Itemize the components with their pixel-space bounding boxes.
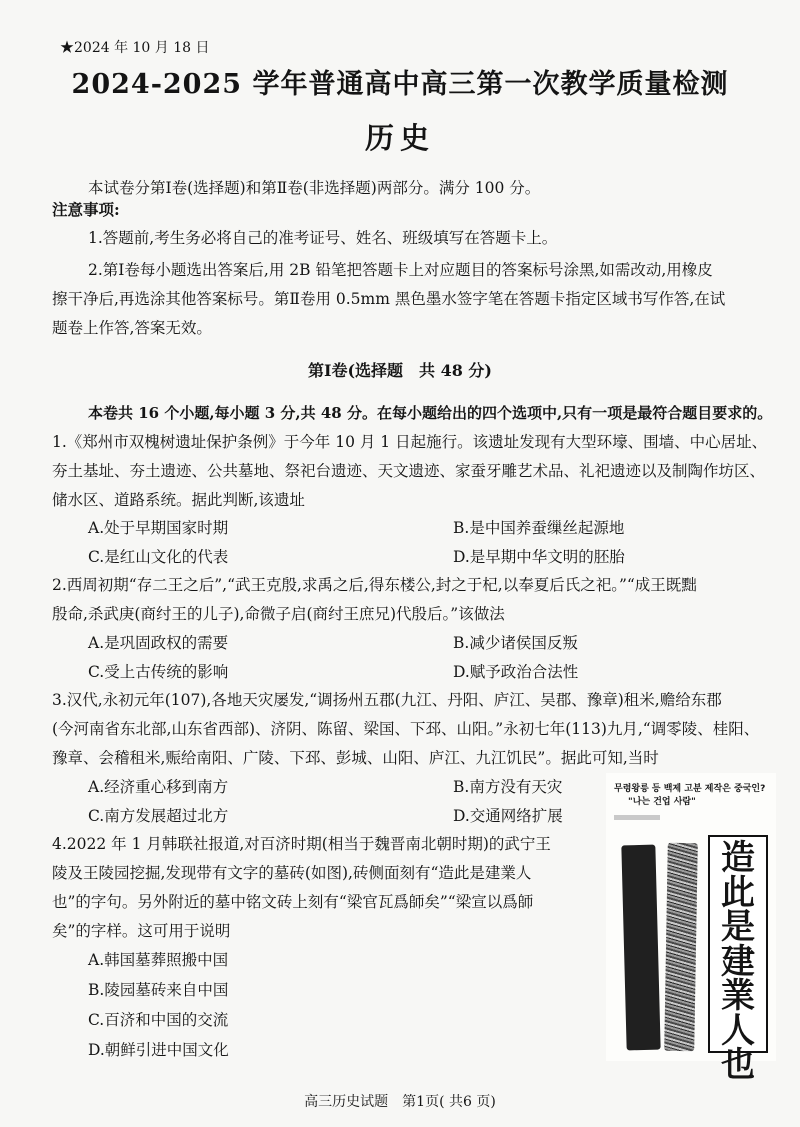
exam-date: ★2024 年 10 月 18 日	[60, 40, 210, 56]
composition-note: 本试卷分第Ⅰ卷(选择题)和第Ⅱ卷(非选择题)两部分。满分 100 分。	[88, 179, 541, 197]
section-title: 第Ⅰ卷(选择题 共 48 分)	[307, 361, 493, 380]
q4-option-c: C.百济和中国的交流	[88, 1011, 229, 1029]
q4-option-d: D.朝鲜引进中国文化	[88, 1041, 229, 1059]
q3-stem-line-3: 豫章、会稽租米,赈给南阳、广陵、下邳、彭城、山阳、庐江、九江饥民”。据此可知,当时	[52, 749, 659, 767]
q3-stem-line-2: (今河南省东北部,山东省西部)、济阴、陈留、梁国、下邳、山阳。”永初七年(113)九月,“调零陵、桂阳、	[52, 720, 760, 738]
section-instruction: 本卷共 16 个小题,每小题 3 分,共 48 分。在每小题给出的四个选项中,只有一项是最符合题目要求的。	[88, 404, 773, 422]
exam-title: 2024-2025 学年普通高中高三第一次教学质量检测	[71, 69, 729, 100]
q2-option-a: A.是巩固政权的需要	[88, 634, 229, 652]
brick-inscription: 造 此 是 建 業 人 也	[721, 838, 755, 1085]
q1-option-c: C.是红山文化的代表	[88, 548, 229, 566]
notice-item-2-line-1: 2.第Ⅰ卷每小题选出答案后,用 2B 铅笔把答题卡上对应题目的答案标号涂黑,如需改动,用橡皮	[88, 261, 713, 279]
q4-option-a: A.韩国墓葬照搬中国	[88, 951, 229, 969]
q3-option-c: C.南方发展超过北方	[88, 807, 229, 825]
page-footer: 高三历史试题 第1页( 共6 页)	[304, 1094, 496, 1110]
q4-option-b: B.陵园墓砖来自中国	[88, 981, 229, 999]
q1-option-a: A.处于早期国家时期	[88, 519, 229, 537]
q1-option-d: D.是早期中华文明的胚胎	[453, 548, 625, 566]
figure-caption-korean: 무령왕릉 등 백제 고분 제작은 중국인?	[614, 784, 766, 794]
notice-heading: 注意事项:	[52, 200, 120, 219]
q4-stem-line-1: 4.2022 年 1 月韩联社报道,对百济时期(相当于魏晋南北朝时期)的武宁王	[52, 835, 551, 853]
q4-stem-line-4: 矣”的字样。这可用于说明	[52, 922, 231, 940]
figure-byline	[614, 815, 660, 820]
textured-brick-image	[664, 843, 698, 1051]
q4-stem-line-2: 陵及王陵园挖掘,发现带有文字的墓砖(如图),砖侧面刻有“造此是建業人	[52, 864, 532, 882]
q1-stem-line-3: 储水区、道路系统。据此判断,该遗址	[52, 491, 305, 509]
figure-caption-quote: "나는 건업 사람"	[628, 797, 696, 807]
tomb-brick-figure	[606, 773, 776, 1085]
notice-item-2-line-3: 题卷上作答,答案无效。	[52, 319, 212, 337]
q3-option-a: A.经济重心移到南方	[88, 778, 229, 796]
q2-stem-line-2: 殷命,杀武庚(商纣王的儿子),命微子启(商纣王庶兄)代殷后。”该做法	[52, 605, 505, 623]
notice-item-1: 1.答题前,考生务必将自己的准考证号、姓名、班级填写在答题卡上。	[88, 229, 558, 247]
q2-option-c: C.受上古传统的影响	[88, 663, 229, 681]
q3-stem-line-1: 3.汉代,永初元年(107),各地天灾屡发,“调扬州五郡(九江、丹阳、庐江、吴郡、豫章)租米,赡给东郡	[52, 691, 722, 709]
q1-stem-line-2: 夯土基址、夯土遗迹、公共墓地、祭祀台遗迹、天文遗迹、家蚕牙雕艺术品、礼祀遗迹以及制陶作坊区、	[52, 462, 766, 480]
q4-stem-line-3: 也”的字句。另外附近的墓中铭文砖上刻有“梁官瓦爲師矣”“梁宣以爲師	[52, 893, 534, 911]
q2-option-b: B.减少诸侯国反叛	[453, 634, 578, 652]
notice-item-2-line-2: 擦干净后,再选涂其他答案标号。第Ⅱ卷用 0.5mm 黑色墨水签字笔在答题卡指定区域书写作答,在试	[52, 290, 726, 308]
q1-stem-line-1: 1.《郑州市双槐树遗址保护条例》于今年 10 月 1 日起施行。该遗址发现有大型环壕、围墙、中心居址、	[52, 433, 768, 451]
dark-brick-image	[621, 845, 660, 1051]
q1-option-b: B.是中国养蚕缫丝起源地	[453, 519, 625, 537]
exam-subject: 历史	[364, 121, 435, 155]
q3-option-b: B.南方没有天灾	[453, 778, 563, 796]
inscription-box	[708, 835, 768, 1085]
q2-option-d: D.赋予政治合法性	[453, 663, 579, 681]
q2-stem-line-1: 2.西周初期“存二王之后”,“武王克殷,求禹之后,得东楼公,封之于杞,以奉夏后氏之祀。”“成王既黜	[52, 576, 697, 594]
q3-option-d: D.交通网络扩展	[453, 807, 563, 825]
